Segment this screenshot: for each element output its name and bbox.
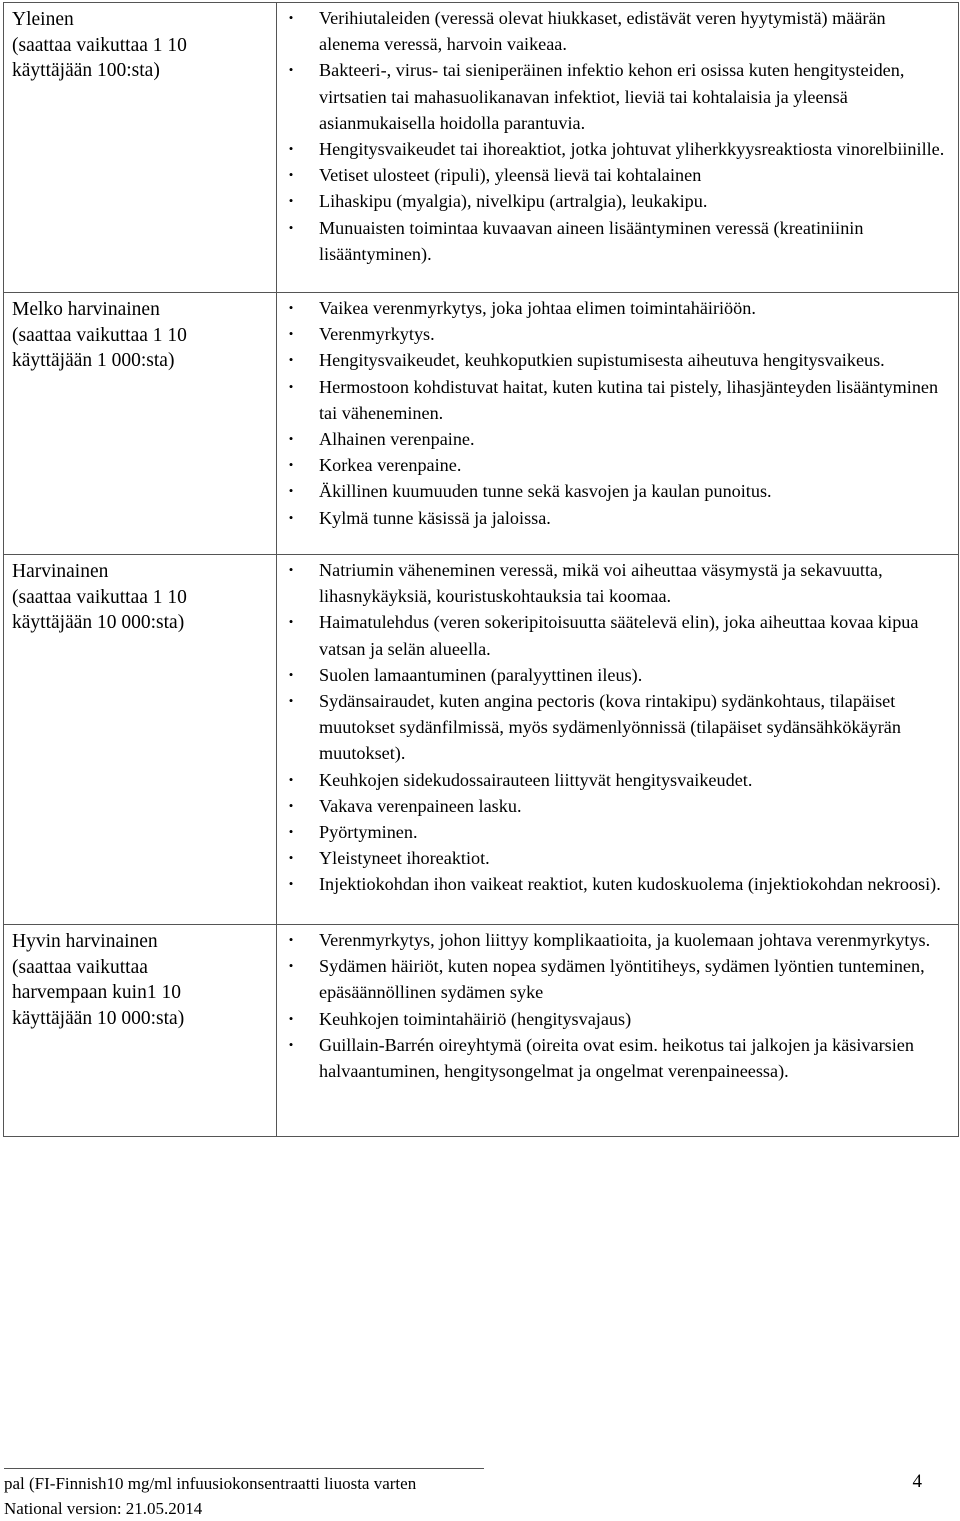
- effect-text: Vetiset ulosteet (ripuli), yleensä lievä tai kohtalainen: [319, 165, 702, 186]
- effect-text: Kylmä tunne käsissä ja jaloissa.: [319, 507, 551, 528]
- frequency-range: (saattaa vaikuttaa 1 10: [12, 324, 187, 346]
- frequency-label: Harvinainen: [12, 561, 109, 582]
- bullet-icon: •: [288, 693, 294, 709]
- list-item: [277, 295, 958, 321]
- effect-text: Haimatulehdus (veren sokeripitoisuutta säätelevä elin), joka aiheuttaa kovaa kipua vatsan ja selän alueella.: [319, 612, 919, 659]
- effects-cell: [277, 925, 959, 1137]
- bullet-icon: •: [288, 562, 294, 577]
- list-item: [277, 688, 958, 767]
- frequency-label: Yleinen: [12, 9, 74, 30]
- effect-text: Verenmyrkytys, johon liittyy komplikaatioita, ja kuolemaan johtava verenmyrkytys.: [319, 930, 931, 950]
- bullet-icon: •: [288, 876, 294, 892]
- bullet-icon: •: [288, 352, 294, 368]
- frequency-cell: [4, 555, 277, 925]
- bullet-icon: •: [288, 824, 294, 840]
- effect-text: Vakava verenpaineen lasku.: [319, 795, 522, 816]
- frequency-range: (saattaa vaikuttaa 1 10: [12, 586, 187, 608]
- list-item: [277, 662, 958, 688]
- list-item: [277, 1032, 958, 1084]
- effects-cell: [277, 3, 959, 293]
- frequency-range: (saattaa vaikuttaa 1 10: [12, 34, 187, 56]
- list-item: [277, 321, 958, 347]
- bullet-icon: •: [288, 326, 294, 342]
- bullet-icon: •: [288, 219, 294, 235]
- bullet-icon: •: [288, 1036, 294, 1052]
- bullet-icon: •: [288, 666, 294, 682]
- bullet-icon: •: [288, 1010, 294, 1026]
- list-item: [277, 347, 958, 373]
- frequency-label: Hyvin harvinainen: [12, 931, 158, 952]
- bullet-icon: •: [288, 378, 294, 394]
- list-item: [277, 927, 958, 953]
- table-row: [4, 925, 959, 1137]
- effect-text: Vaikea verenmyrkytys, joka johtaa elimen toimintahäiriöön.: [319, 298, 756, 318]
- bullet-icon: •: [288, 483, 294, 499]
- frequency-cell: [4, 925, 277, 1137]
- list-item: [277, 215, 958, 267]
- list-item: [277, 557, 958, 609]
- list-item: [277, 136, 958, 162]
- bullet-icon: •: [288, 62, 294, 78]
- page-footer: [4, 1468, 956, 1516]
- effect-text: Guillain-Barrén oireyhtymä (oireita ovat esim. heikotus tai jalkojen ja käsivarsien halvaantuminen, hengitysongelmat ja ongelmat verenpaineessa).: [319, 1034, 914, 1082]
- list-item: [277, 767, 958, 793]
- effect-text: Lihaskipu (myalgia), nivelkipu (artralgia), leukakipu.: [319, 191, 708, 212]
- frequency-range: käyttäjään 10 000:sta): [12, 612, 185, 633]
- bullet-icon: •: [288, 193, 294, 209]
- bullet-icon: •: [288, 932, 294, 947]
- table-row: [4, 293, 959, 555]
- effect-text: Korkea verenpaine.: [319, 455, 462, 476]
- list-item: [277, 1006, 958, 1032]
- bullet-icon: •: [288, 141, 294, 157]
- effect-text: Suolen lamaantuminen (paralyyttinen ileus).: [319, 664, 643, 685]
- effect-text: Verenmyrkytys.: [319, 324, 435, 345]
- bullet-icon: •: [288, 300, 294, 315]
- effects-list: [277, 927, 958, 1084]
- list-item: [277, 426, 958, 452]
- list-item: [277, 374, 958, 426]
- frequency-range: käyttäjään 100:sta): [12, 60, 160, 81]
- effect-text: Munuaisten toimintaa kuvaavan aineen lisääntyminen veressä (kreatiniinin lisääntyminen).: [319, 217, 864, 264]
- list-item: [277, 609, 958, 661]
- bullet-icon: •: [288, 614, 294, 630]
- list-item: [277, 478, 958, 504]
- bullet-icon: •: [288, 771, 294, 787]
- list-item: [277, 188, 958, 214]
- effect-text: Natriumin väheneminen veressä, mikä voi aiheuttaa väsymystä ja sekavuutta, lihasnykäyksiä, kouristuskohtauksia tai koomaa.: [319, 560, 883, 607]
- effect-text: Pyörtyminen.: [319, 822, 418, 843]
- list-item: [277, 162, 958, 188]
- footer-product-line: pal (FI-Finnish10 mg/ml infuusiokonsentraatti liuosta varten: [4, 1474, 417, 1493]
- bullet-icon: •: [288, 797, 294, 813]
- frequency-label: Melko harvinainen: [12, 299, 160, 320]
- bullet-icon: •: [288, 457, 294, 473]
- effect-text: Äkillinen kuumuuden tunne sekä kasvojen ja kaulan punoitus.: [319, 481, 772, 502]
- table-row: [4, 3, 959, 293]
- bullet-icon: •: [288, 431, 294, 447]
- effect-text: Bakteeri-, virus- tai sieniperäinen infektio kehon eri osissa kuten hengitysteiden, virtsatien tai mahasuolikanavan infektiot, lieviä tai kohtalaisia ja yleensä asianmukaisella hoidolla parantuvia.: [319, 60, 905, 133]
- effect-text: Sydänsairaudet, kuten angina pectoris (kova rintakipu) sydänkohtaus, tilapäiset muutokset sydänfilmissä, myös sydämenlyönnissä (tilapäiset sydänsähkökäyrän muutokset).: [319, 691, 901, 764]
- frequency-range: (saattaa vaikuttaa: [12, 956, 148, 978]
- list-item: [277, 793, 958, 819]
- effects-list: [277, 5, 958, 267]
- bullet-icon: •: [288, 509, 294, 525]
- effects-list: [277, 295, 958, 531]
- bullet-icon: •: [288, 850, 294, 866]
- list-item: [277, 953, 958, 1005]
- footer-divider: [4, 1468, 484, 1469]
- bullet-icon: •: [288, 10, 294, 25]
- page-number: 4: [912, 1471, 922, 1492]
- frequency-range: harvempaan kuin1 10: [12, 982, 181, 1003]
- list-item: [277, 452, 958, 478]
- list-item: [277, 5, 958, 57]
- frequency-cell: [4, 293, 277, 555]
- list-item: [277, 871, 958, 897]
- frequency-range: käyttäjään 10 000:sta): [12, 1007, 185, 1029]
- effects-list: [277, 557, 958, 898]
- effect-text: Hengitysvaikeudet, keuhkoputkien supistumisesta aiheutuva hengitysvaikeus.: [319, 350, 885, 371]
- frequency-cell: [4, 3, 277, 293]
- list-item: [277, 845, 958, 871]
- list-item: [277, 505, 958, 531]
- effect-text: Injektiokohdan ihon vaikeat reaktiot, kuten kudoskuolema (injektiokohdan nekroosi).: [319, 874, 941, 895]
- effects-cell: [277, 555, 959, 925]
- effect-text: Hengitysvaikeudet tai ihoreaktiot, jotka johtuvat yliherkkyysreaktiosta vinorelbiinille.: [319, 139, 945, 160]
- frequency-range: käyttäjään 1 000:sta): [12, 350, 175, 371]
- effect-text: Keuhkojen toimintahäiriö (hengitysvajaus): [319, 1008, 632, 1029]
- effect-text: Hermostoon kohdistuvat haitat, kuten kutina tai pistely, lihasjänteyden lisääntyminen tai väheneminen.: [319, 376, 939, 423]
- effect-text: Verihiutaleiden (veressä olevat hiukkaset, edistävät veren hyytymistä) määrän alenema veressä, harvoin vaikeaa.: [319, 8, 886, 55]
- footer-version-line: National version: 21.05.2014: [4, 1499, 203, 1518]
- side-effects-table: [3, 2, 959, 1137]
- effect-text: Keuhkojen sidekudossairauteen liittyvät hengitysvaikeudet.: [319, 769, 753, 790]
- footer-text: [4, 1471, 416, 1521]
- effect-text: Sydämen häiriöt, kuten nopea sydämen lyöntitiheys, sydämen lyöntien tunteminen, epäsäännöllinen sydämen syke: [319, 956, 925, 1003]
- list-item: [277, 819, 958, 845]
- effect-text: Alhainen verenpaine.: [319, 429, 475, 450]
- table-row: [4, 555, 959, 925]
- effects-cell: [277, 293, 959, 555]
- bullet-icon: •: [288, 167, 294, 183]
- list-item: [277, 57, 958, 136]
- effect-text: Yleistyneet ihoreaktiot.: [319, 848, 490, 869]
- bullet-icon: •: [288, 958, 294, 974]
